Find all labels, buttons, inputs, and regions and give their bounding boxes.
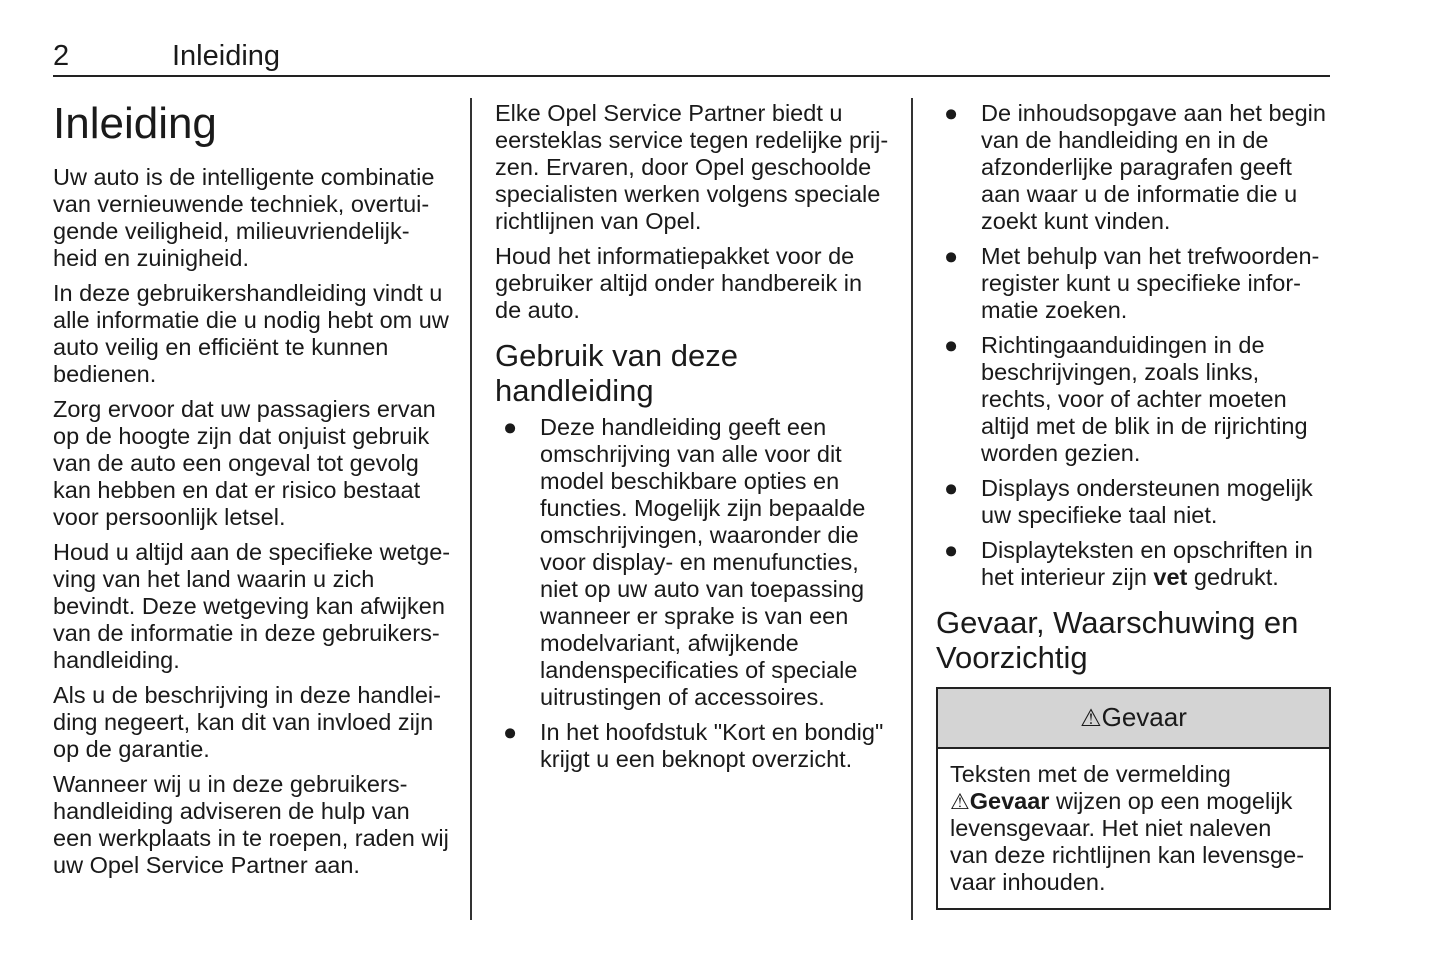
column-3	[936, 100, 1331, 910]
paragraph: Wanneer wij u in deze gebruikers- handleiding adviseren de hulp van een werkplaats in te roepen, raden wij uw Opel Service Partner aan.	[53, 771, 449, 878]
list-item: ● Displayteksten en opschriften in het interieur zijn vet gedrukt.	[944, 537, 1313, 590]
bullet-icon: ●	[944, 100, 959, 126]
paragraph: Uw auto is de intelligente combinatie van vernieuwende techniek, overtui- gende veiligheid, milieuvriendelijk- heid en zuinigheid.	[53, 164, 435, 271]
paragraph: Zorg ervoor dat uw passagiers ervan op de hoogte zijn dat onjuist gebruik van de auto een ongeval tot gevolg kan hebben en dat er risico bestaat voor persoonlijk letsel.	[53, 396, 436, 530]
section-heading: Gebruik van deze handleiding	[495, 338, 738, 408]
list-item: ● De inhoudsopgave aan het begin van de handleiding en in de afzonderlijke paragrafen geeft aan waar u de informatie die u zoekt kunt vinden.	[944, 100, 1326, 234]
running-header: Inleiding	[172, 40, 281, 72]
page-number: 2	[53, 40, 70, 72]
list-item: ● Deze handleiding geeft een omschrijving van alle voor dit model beschikbare opties en functies. Mogelijk zijn bepaalde omschrijvingen, waaronder die voor display- en menufuncties, niet op uw auto van toepassing wanneer er sprake is van een modelvariant, afwijkende landenspecificaties of speciale uitrustingen of accessoires.	[503, 414, 866, 710]
bullet-icon: ●	[503, 719, 518, 745]
paragraph: Houd het informatiepakket voor de gebruiker altijd onder handbereik in de auto.	[495, 243, 863, 323]
paragraph: In deze gebruikershandleiding vindt u alle informatie die u nodig hebt om uw auto veilig en efficiënt te kunnen bedienen.	[53, 280, 449, 387]
bullet-icon: ●	[944, 332, 959, 358]
paragraph: Als u de beschrijving in deze handlei- ding negeert, kan dit van invloed zijn op de garantie.	[53, 682, 441, 762]
list-item: ● Met behulp van het trefwoorden- register kunt u specifieke infor- matie zoeken.	[944, 243, 1320, 323]
list-item: ● Richtingaanduidingen in de beschrijvingen, zoals links, rechts, voor of achter moeten altijd met de blik in de rijrichting worden gezien.	[944, 332, 1308, 466]
bullet-icon: ●	[944, 475, 959, 501]
column-1	[53, 100, 453, 887]
bullet-icon: ●	[944, 243, 959, 269]
column-divider	[911, 98, 913, 920]
danger-box-header: ⚠Gevaar	[938, 689, 1329, 749]
list-item: ● In het hoofdstuk "Kort en bondig" krijgt u een beknopt overzicht.	[503, 719, 884, 772]
paragraph: Houd u altijd aan de specifieke wetge- ving van het land waarin u zich bevindt. Deze wetgeving kan afwijken van de informatie in deze gebruikers- handleiding.	[53, 539, 451, 673]
danger-box-body: Teksten met de vermelding ⚠Gevaar wijzen op een mogelijk levensgevaar. Het niet naleven van deze richtlijnen kan levensge- vaar inhouden.	[950, 761, 1305, 895]
paragraph: Elke Opel Service Partner biedt u eersteklas service tegen redelijke prij- zen. Ervaren, door Opel geschoolde specialisten werken volgens speciale richtlijnen van Opel.	[495, 100, 889, 234]
bullet-icon: ●	[944, 537, 959, 563]
section-heading: Gevaar, Waarschuwing en Voorzichtig	[936, 605, 1299, 675]
warning-triangle-icon: ⚠	[1080, 705, 1102, 732]
header-rule	[53, 75, 1330, 77]
danger-box	[936, 687, 1331, 910]
warning-triangle-icon: ⚠	[950, 789, 970, 814]
list-item: ● Displays ondersteunen mogelijk uw specifieke taal niet.	[944, 475, 1313, 528]
bullet-icon: ●	[503, 414, 518, 440]
column-2	[495, 100, 895, 781]
column-divider	[470, 98, 472, 920]
page-title: Inleiding	[53, 99, 217, 148]
